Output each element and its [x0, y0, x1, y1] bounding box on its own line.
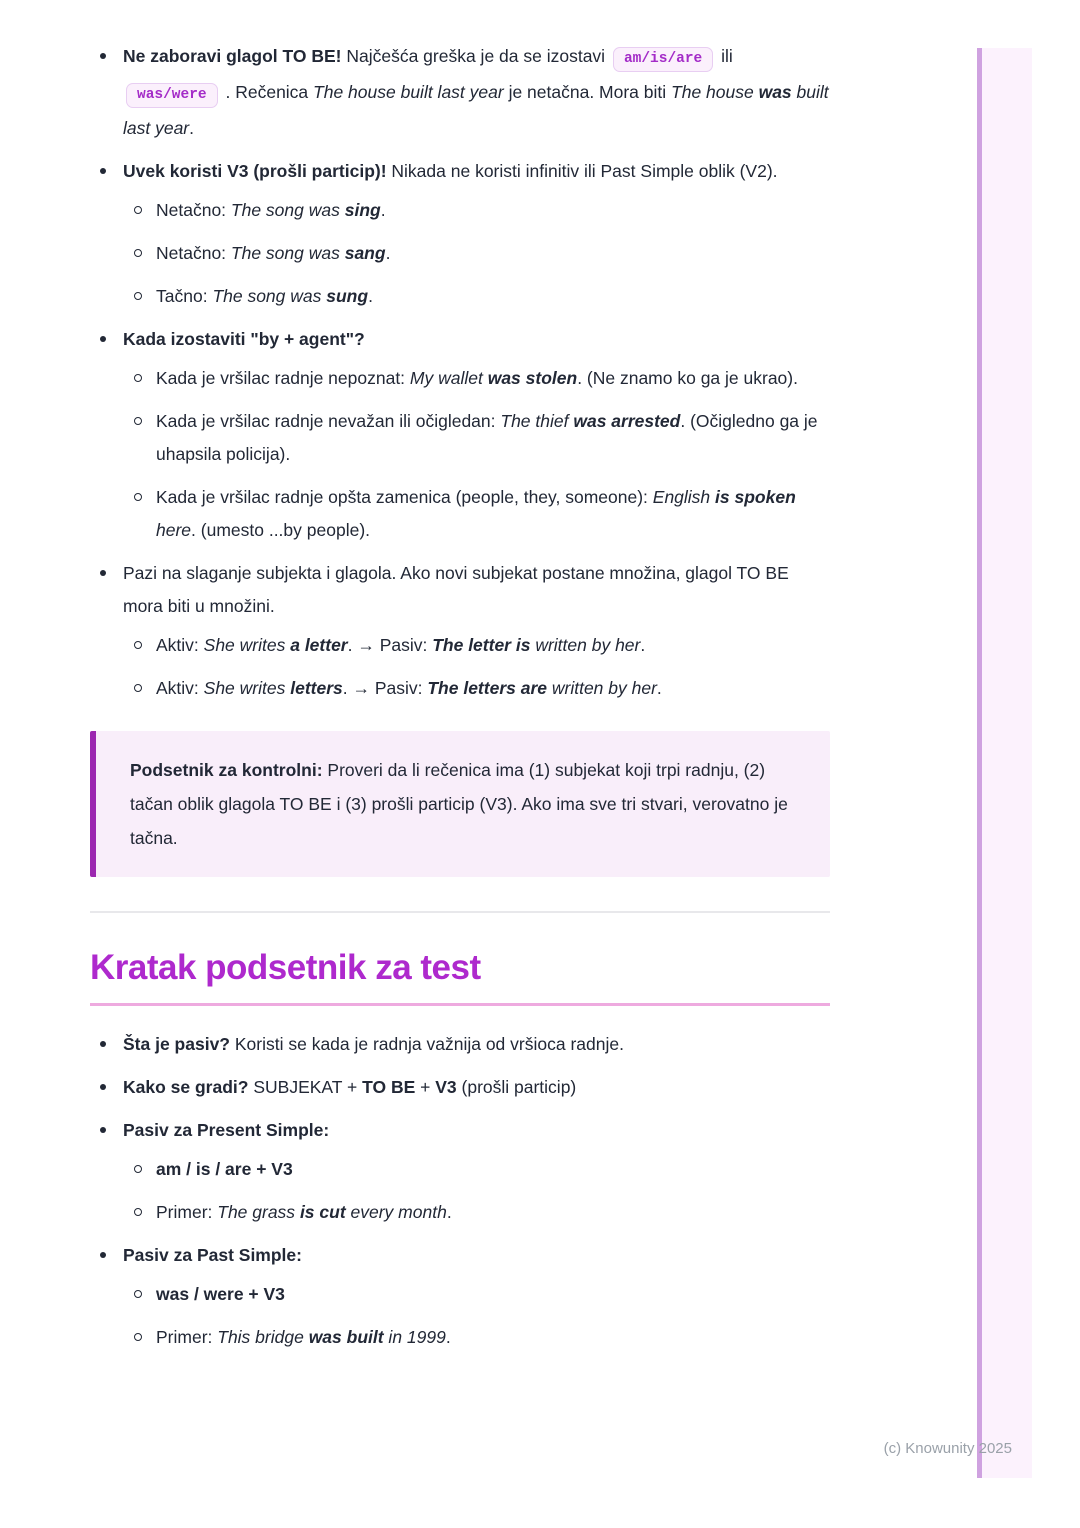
sub-list-item	[123, 481, 830, 547]
text-segment: every month	[345, 1202, 447, 1222]
bullet-dot-icon	[100, 336, 106, 342]
list-item	[90, 1028, 830, 1061]
text-segment: was	[758, 82, 792, 102]
text-segment: Pasiv za Present Simple:	[123, 1120, 330, 1140]
text-segment: Kada je vršilac radnje opšta zamenica (people, they, someone):	[156, 487, 653, 507]
text-segment: .	[385, 243, 391, 263]
text-segment: sang	[344, 243, 386, 263]
text-segment: Primer:	[156, 1327, 218, 1347]
bullet-dot-icon	[100, 53, 106, 59]
text-segment: je netačna. Mora biti	[503, 82, 672, 102]
bullet-circle-icon	[134, 206, 142, 214]
bullet-circle-icon	[134, 374, 142, 382]
text-segment: V3	[435, 1077, 457, 1097]
callout-text	[130, 753, 796, 855]
text-segment: Pazi na slaganje subjekta i glagola. Ako novi subjekat postane množina, glagol TO BE mora biti u množini.	[123, 563, 789, 616]
text-segment: Aktiv:	[156, 635, 204, 655]
bullet-dot-icon	[100, 1127, 106, 1133]
sub-list-item	[123, 629, 830, 662]
text-segment: .	[640, 635, 646, 655]
bullet-circle-icon	[134, 493, 142, 501]
text-segment: Netačno:	[156, 243, 231, 263]
sub-list-item	[123, 362, 830, 395]
text-segment: . → Pasiv:	[347, 635, 433, 655]
text-segment: built last year	[123, 82, 829, 138]
list-item	[90, 1239, 830, 1354]
sub-list-item	[123, 194, 830, 227]
text-segment: Kada je vršilac radnje nevažan ili očigledan:	[156, 411, 501, 431]
text-segment: Tačno:	[156, 286, 213, 306]
bullet-circle-icon	[134, 1208, 142, 1216]
bullet-circle-icon	[134, 1165, 142, 1173]
text-segment: The letter is	[432, 635, 531, 655]
text-segment: .	[368, 286, 373, 306]
bullet-dot-icon	[100, 1252, 106, 1258]
bullet-dot-icon	[100, 570, 106, 576]
text-segment: a letter	[290, 635, 348, 655]
text-segment: Pasiv za Past Simple:	[123, 1245, 302, 1265]
sub-list	[123, 1153, 830, 1229]
bullet-circle-icon	[134, 249, 142, 257]
text-segment: in 1999	[383, 1327, 446, 1347]
text-segment: is spoken	[715, 487, 796, 507]
text-segment: was arrested	[573, 411, 681, 431]
text-segment: . (umesto ...by people).	[191, 520, 371, 540]
text-segment: (prošli particip)	[456, 1077, 577, 1097]
text-segment: ili	[716, 46, 733, 66]
inline-code-badge: am/is/are	[613, 47, 713, 72]
callout	[90, 731, 830, 877]
bullet-circle-icon	[134, 684, 142, 692]
text-segment: The house	[671, 82, 759, 102]
list-item	[90, 155, 830, 313]
text-segment: SUBJEKAT +	[248, 1077, 363, 1097]
text-segment: Primer:	[156, 1202, 218, 1222]
text-segment: Podsetnik za kontrolni:	[130, 760, 323, 780]
text-segment: . Rečenica	[220, 82, 314, 102]
sub-list-item	[123, 1196, 830, 1229]
text-segment: Proveri da li rečenica ima (1) subjekat koji trpi radnju, (2) tačan oblik glagola TO BE i (3) prošli particip (V3). Ako ima sve tri stvari, verovatno je tačna.	[130, 760, 788, 848]
text-segment: Kada izostaviti "by + agent"?	[123, 329, 365, 349]
sub-list-item	[123, 1278, 830, 1311]
list-item	[90, 1071, 830, 1104]
text-segment: . (Očigledno ga je uhapsila policija).	[156, 411, 818, 464]
text-segment: Netačno:	[156, 200, 231, 220]
text-segment: .	[446, 1202, 452, 1222]
text-segment: am / is / are + V3	[156, 1159, 293, 1179]
text-segment: written by her	[547, 678, 657, 698]
text-segment: was built	[308, 1327, 384, 1347]
list-item	[90, 1114, 830, 1229]
sub-list-item	[123, 1153, 830, 1186]
text-segment: written by her	[530, 635, 641, 655]
summary-list	[90, 1028, 830, 1354]
text-segment: . (Ne znamo ko ga je ukrao).	[577, 368, 798, 388]
sub-list-item	[123, 237, 830, 270]
sub-list-item	[123, 405, 830, 471]
text-segment: The letters are	[427, 678, 547, 698]
bullet-circle-icon	[134, 641, 142, 649]
text-segment: . → Pasiv:	[342, 678, 428, 698]
text-segment: letters	[290, 678, 343, 698]
bullet-dot-icon	[100, 168, 106, 174]
text-segment: was stolen	[487, 368, 578, 388]
text-segment: She writes	[203, 678, 291, 698]
sub-list-item	[123, 1321, 830, 1354]
sub-list-item	[123, 280, 830, 313]
list-item	[90, 323, 830, 547]
section-divider	[90, 911, 830, 913]
text-segment: Kada je vršilac radnje nepoznat:	[156, 368, 410, 388]
text-segment: is cut	[299, 1202, 346, 1222]
bullet-dot-icon	[100, 1084, 106, 1090]
sub-list	[123, 194, 830, 313]
bullet-circle-icon	[134, 1290, 142, 1298]
text-segment: The song was	[230, 200, 345, 220]
text-segment: sung	[326, 286, 369, 306]
section-heading: Kratak podsetnik za test	[90, 947, 830, 1006]
text-segment: My wallet	[409, 368, 488, 388]
text-segment: She writes	[203, 635, 291, 655]
text-segment: This bridge	[217, 1327, 309, 1347]
bullet-circle-icon	[134, 1333, 142, 1341]
list-item	[90, 40, 830, 145]
text-segment: Aktiv:	[156, 678, 204, 698]
text-segment: English	[652, 487, 716, 507]
text-segment: The thief	[500, 411, 574, 431]
sub-list	[123, 629, 830, 705]
text-segment: The grass	[217, 1202, 300, 1222]
side-panel	[977, 48, 1032, 1478]
text-segment: Uvek koristi V3 (prošli particip)!	[123, 161, 387, 181]
notes-list	[90, 40, 830, 705]
text-segment: .	[189, 118, 195, 138]
watermark: (c) Knowunity 2025	[883, 1440, 1012, 1457]
text-segment: The song was	[230, 243, 345, 263]
bullet-dot-icon	[100, 1041, 106, 1047]
text-segment: was / were + V3	[156, 1284, 285, 1304]
bullet-circle-icon	[134, 417, 142, 425]
sub-list	[123, 362, 830, 547]
sub-list	[123, 1278, 830, 1354]
text-segment: .	[445, 1327, 451, 1347]
text-segment: .	[380, 200, 386, 220]
text-segment: here	[156, 520, 192, 540]
text-segment: Ne zaboravi glagol TO BE!	[123, 46, 342, 66]
text-segment: The house built last year	[313, 82, 504, 102]
text-segment: Šta je pasiv?	[123, 1034, 230, 1054]
text-segment: Nikada ne koristi infinitiv ili Past Simple oblik (V2).	[386, 161, 778, 181]
list-item	[90, 557, 830, 705]
text-segment: +	[415, 1077, 436, 1097]
inline-code-badge: was/were	[126, 83, 218, 108]
text-segment: The song was	[212, 286, 327, 306]
text-segment: .	[656, 678, 662, 698]
notes-content	[90, 40, 830, 1364]
text-segment: Najčešća greška je da se izostavi	[341, 46, 610, 66]
text-segment: TO BE	[362, 1077, 416, 1097]
sub-list-item	[123, 672, 830, 705]
text-segment: sing	[344, 200, 381, 220]
text-segment: Koristi se kada je radnja važnija od vršioca radnje.	[230, 1034, 624, 1054]
text-segment: Kako se gradi?	[123, 1077, 249, 1097]
bullet-circle-icon	[134, 292, 142, 300]
